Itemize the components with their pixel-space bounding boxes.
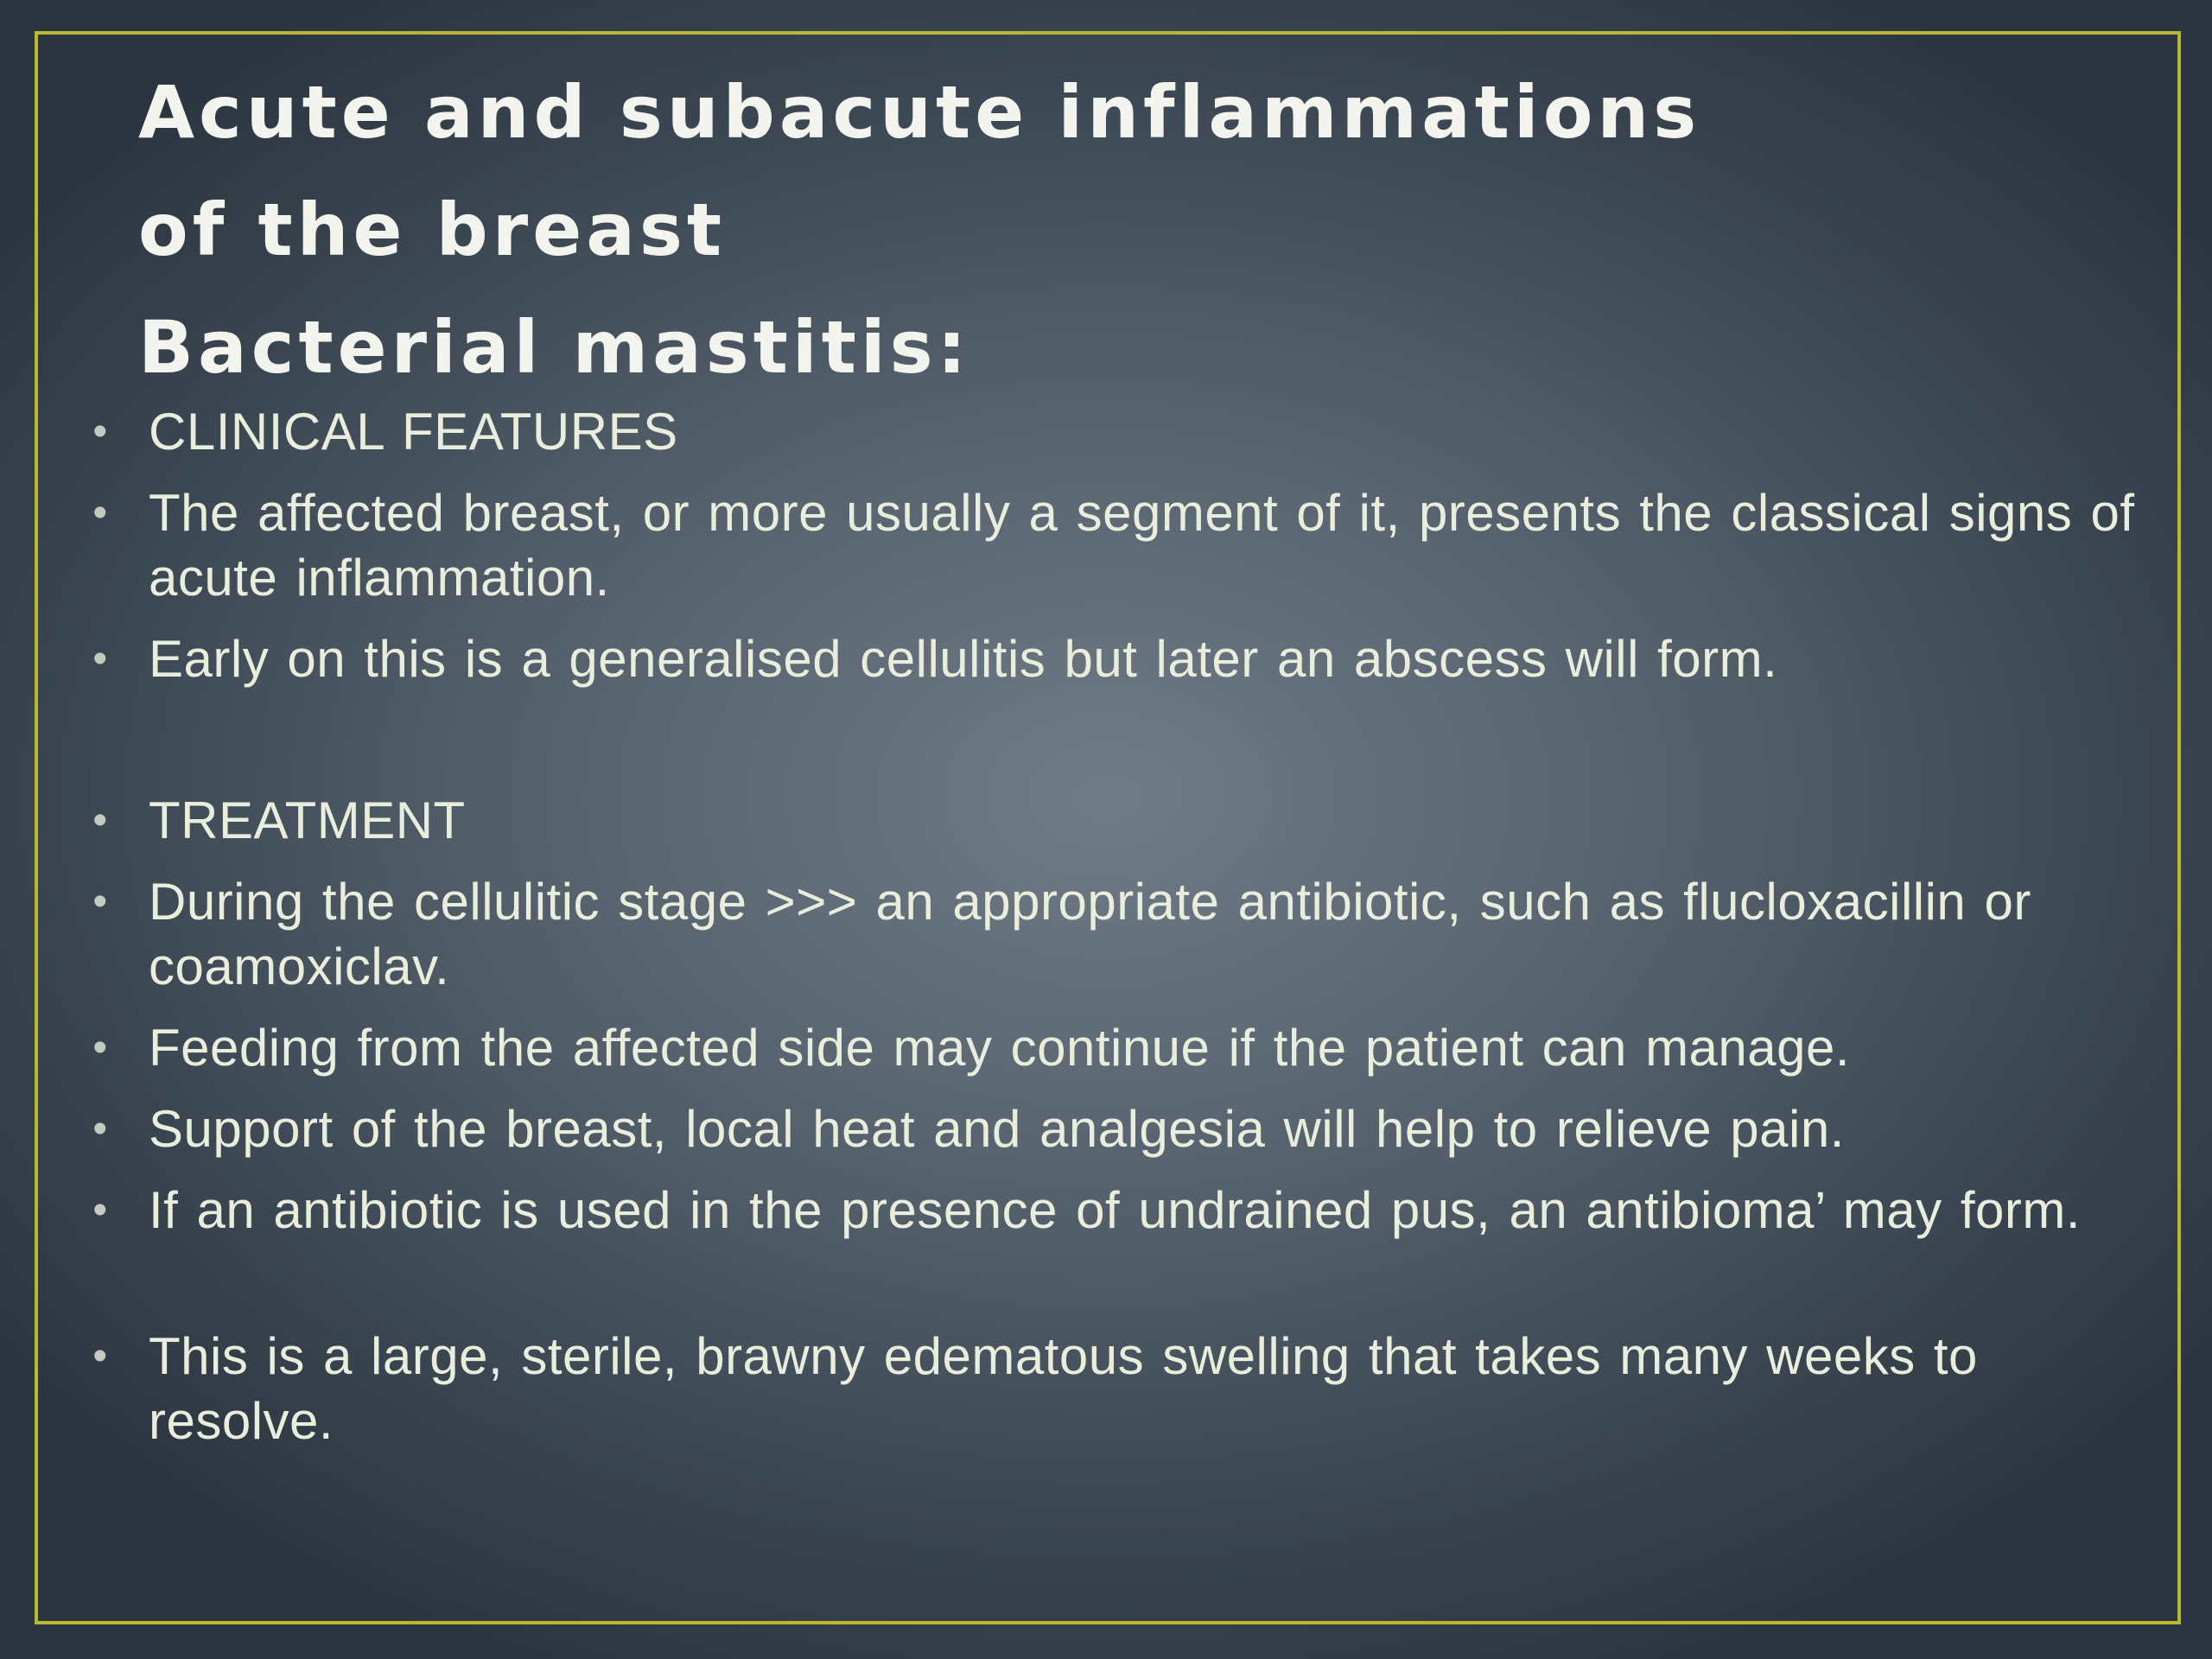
bullet-item-clinical-features [83, 399, 2139, 464]
bullet-dot-icon: • [92, 490, 108, 536]
bullet-dot-icon: • [92, 636, 108, 682]
bullet-text: TREATMENT [149, 791, 466, 849]
bullet-list [83, 0, 2157, 1659]
bullet-dot-icon: • [92, 409, 108, 454]
bullet-text: Support of the breast, local heat and analgesia will help to relieve pain. [149, 1100, 1845, 1158]
bullet-item-cellulitic-stage [83, 869, 2139, 999]
bullet-dot-icon: • [92, 879, 108, 925]
bullet-dot-icon: • [92, 1106, 108, 1152]
title-line-2: of the breast [138, 188, 727, 272]
bullet-item-treatment [83, 788, 2139, 853]
title-line-1: Acute and subacute inflammations [138, 70, 1701, 155]
bullet-text: This is a large, sterile, brawny edematous swelling that takes many weeks to resolve. [149, 1327, 1978, 1450]
bullet-text: CLINICAL FEATURES [149, 403, 678, 461]
bullet-item-feeding [83, 1015, 2139, 1080]
bullet-item-affected-breast [83, 480, 2139, 610]
bullet-item-early-cellulitis [83, 626, 2139, 691]
bullet-item-swelling [83, 1324, 2139, 1453]
bullet-dot-icon: • [92, 1025, 108, 1071]
bullet-dot-icon: • [92, 1187, 108, 1233]
bullet-text: Feeding from the affected side may continue if the patient can manage. [149, 1019, 1851, 1077]
title-line-3: Bacterial mastitis: [138, 305, 971, 390]
bullet-text: If an antibiotic is used in the presence of undrained pus, an antibioma’ may form. [149, 1181, 2081, 1239]
bullet-dot-icon: • [92, 1333, 108, 1379]
bullet-text: Early on this is a generalised cellulitis but later an abscess will form. [149, 630, 1778, 688]
bullet-item-support [83, 1096, 2139, 1161]
bullet-dot-icon: • [92, 798, 108, 843]
bullet-text: During the cellulitic stage >>> an appropriate antibiotic, such as flucloxacillin or coamoxiclav. [149, 873, 2031, 995]
bullet-text: The affected breast, or more usually a segment of it, presents the classical signs of acute inflammation. [149, 484, 2135, 607]
bullet-item-antibioma [83, 1178, 2139, 1243]
